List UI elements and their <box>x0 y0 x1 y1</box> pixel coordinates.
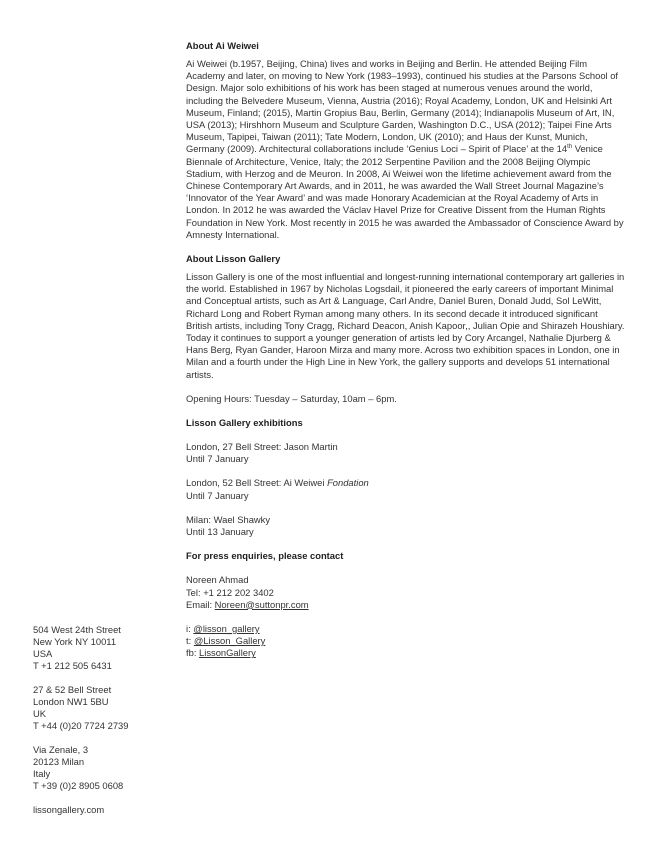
exhibition-venue: Milan: Wael Shawky <box>186 513 271 525</box>
address-line: Italy <box>33 768 51 779</box>
press-heading: For press enquiries, please contact <box>186 550 344 562</box>
about-ai-body-part1: Ai Weiwei (b.1957, Beijing, China) lives and works in Beijing and Berlin. He attended Beijing Film Academy and later, on moving to New York (1983–1993), continued his studies at the Parsons School of Design. Major solo exhibitions of his work has been staged at numerous venues around the world, including the Belvedere Museum, Vienna, Austria (2016); Royal Academy, London, UK and Helsinki Art Museum, Finland; (2015), Martin Gropius Bau, Berlin, Germany (2014); Indianapolis Museum of Art, IN, USA (2013); Hirshhorn Museum and Sculpture Garden, Washington D.C., USA (2012); Taipei Fine Arts Museum, Tapipei, Taiwan (2011); Tate Modern, London, UK (2010); and Haus der Kunst, Munich, Germany (2009). Architectural collaborations include ‘Genius Loci – Spirit of Place’ at the 14 <box>186 58 619 155</box>
exhibition-dates: Until 7 January <box>186 489 249 501</box>
press-contact-email: Email: Noreen@suttonpr.com <box>186 598 309 610</box>
address-new-york <box>33 624 173 672</box>
website-link[interactable]: lissongallery.com <box>33 804 105 815</box>
address-column <box>33 624 173 816</box>
exhibitions-heading: Lisson Gallery exhibitions <box>186 417 303 429</box>
press-contact-tel: Tel: +1 212 202 3402 <box>186 586 274 598</box>
address-line: London NW1 5BU <box>33 696 109 707</box>
facebook-link[interactable]: LissonGallery <box>199 647 256 659</box>
address-line: 504 West 24th Street <box>33 624 121 635</box>
instagram-line: i: @lisson_gallery <box>186 622 260 634</box>
address-line: 20123 Milan <box>33 756 85 767</box>
address-london <box>33 684 173 732</box>
exhibition-dates: Until 7 January <box>186 453 249 465</box>
exhibition-venue: London, 52 Bell Street: Ai Weiwei Fondation <box>186 477 369 489</box>
twitter-line: t: @Lisson_Gallery <box>186 635 266 647</box>
address-line: New York NY 10011 <box>33 636 117 647</box>
email-link[interactable]: Noreen@suttonpr.com <box>214 598 309 610</box>
address-phone: T +39 (0)2 8905 0608 <box>33 780 124 791</box>
exhibition-title-italic: Fondation <box>327 477 369 489</box>
address-line: USA <box>33 648 53 659</box>
address-line: 27 & 52 Bell Street <box>33 684 112 695</box>
about-lisson-body: Lisson Gallery is one of the most influential and longest-running international contemporary art galleries in the world. Established in 1967 by Nicholas Logsdail, it pioneered the early careers of important Minimal and Conceptual artists, such as Art & Language, Carl Andre, Daniel Buren, Donald Judd, Sol LeWitt, Richard Long and Robert Ryman among many others. In its second decade it introduced significant British artists, including Tony Cragg, Richard Deacon, Anish Kapoor,, Julian Opie and Shirazeh Houshiary. Today it continues to support a younger generation of artists led by Cory Arcangel, Nathalie Djurberg & Hans Berg, Ryan Gander, Haroon Mirza and many more. Across two exhibition spaces in London, one in Milan and a fourth under the High Line in New York, the gallery supports and develops 51 international artists. <box>186 271 625 380</box>
address-phone: T +1 212 505 6431 <box>33 660 112 671</box>
main-column <box>186 40 626 660</box>
opening-hours: Opening Hours: Tuesday – Saturday, 10am – 6pm. <box>186 392 397 404</box>
facebook-line: fb: LissonGallery <box>186 647 256 659</box>
address-line: UK <box>33 708 47 719</box>
press-contact-name: Noreen Ahmad <box>186 574 249 586</box>
exhibition-dates: Until 13 January <box>186 526 254 538</box>
twitter-link[interactable]: @Lisson_Gallery <box>193 635 266 647</box>
instagram-link[interactable]: @lisson_gallery <box>193 622 260 634</box>
about-ai-heading: About Ai Weiwei <box>186 40 259 51</box>
exhibition-item <box>186 514 626 538</box>
address-phone: T +44 (0)20 7724 2739 <box>33 720 129 731</box>
about-lisson-heading: About Lisson Gallery <box>186 253 281 265</box>
exhibition-item <box>186 441 626 465</box>
exhibition-venue: London, 27 Bell Street: Jason Martin <box>186 441 338 453</box>
ordinal-suffix: th <box>567 144 573 151</box>
about-ai-body-part2: Venice Biennale of Architecture, Venice, Italy; the 2012 Serpentine Pavilion and the 2008 Beijing Olympic Stadium, with Herzog and de Meuron. In 2008, Ai Weiwei won the lifetime achievement award from the Chinese Contemporary Art Awards, and in 2011, he was awarded the Wall Street Journal Magazine’s ‘Innovator of the Year Award’ and was made Honorary Academician at the Royal Academy of Arts in London. In 2012 he was awarded the Václav Havel Prize for Creative Dissent from the Human Rights Foundation in New York. Most recently in 2015 he was awarded the Ambassador of Conscience Award by Amnesty International. <box>186 143 624 240</box>
about-ai-body <box>186 58 626 241</box>
address-line: Via Zenale, 3 <box>33 744 89 755</box>
address-milan <box>33 744 173 792</box>
exhibition-item <box>186 477 626 501</box>
